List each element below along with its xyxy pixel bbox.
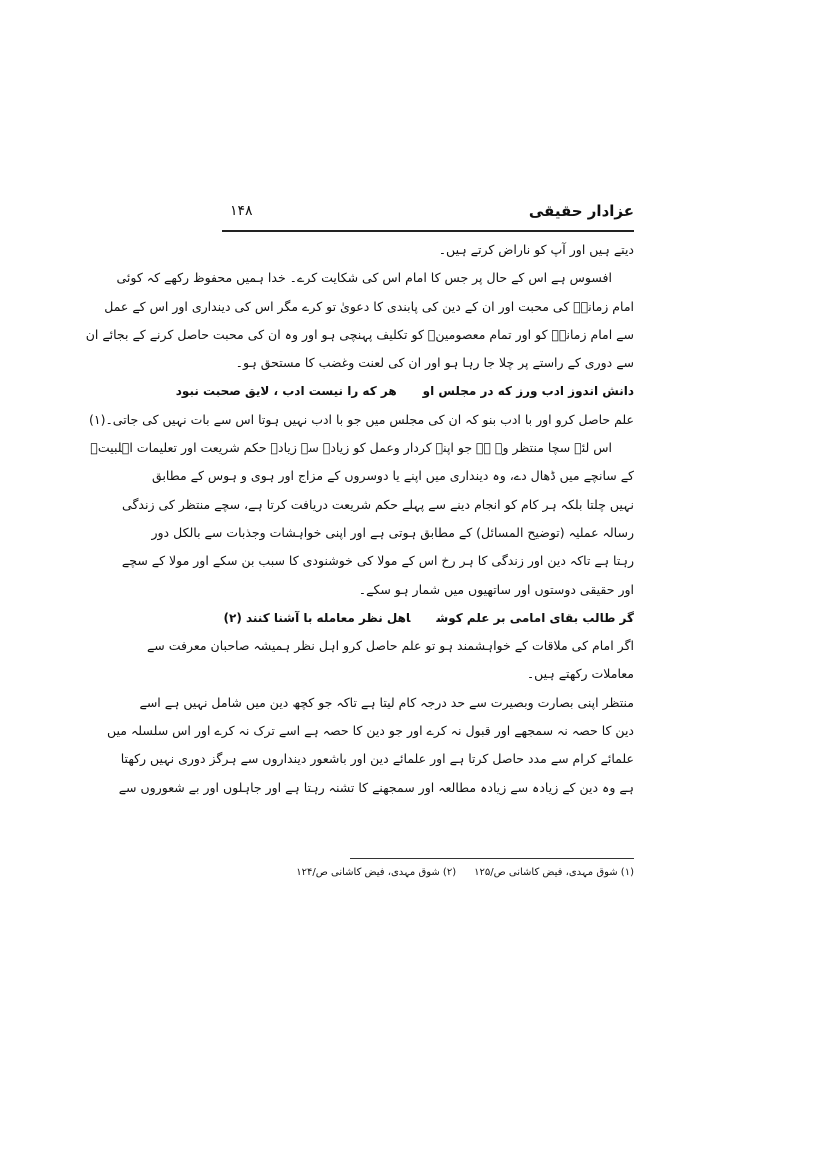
text-line: امام زمانہؑ کی محبت اور ان کے دین کی پابندی کا دعویٰ تو کرے مگر اس کی دینداری اور اس کے عمل	[104, 298, 634, 314]
text-line: منتظر اپنی بصارت وبصیرت سے حد درجہ کام لیتا ہے تاکہ جو کچھ دین میں شامل نہیں ہے اسے	[139, 694, 634, 710]
paragraph-line: اس لئے سچا منتظر وہ ہے جو اپنے کردار وعمل کو زیادہ سے زیادہ حکم شریعت اور تعلیمات اہلبیتؑ	[90, 440, 612, 456]
verse-hemistich: دانش اندوز ادب ورز که در مجلس او	[422, 384, 634, 399]
text-line: رسالہ عملیہ (توضیح المسائل) کے مطابق ہوتی ہے اور اپنی خواہشات وجذبات سے بالکل دور	[151, 524, 634, 540]
text-line: کے سانچے میں ڈھال دے، وہ دینداری میں اپنے یا دوسروں کے مزاج اور ہوی و ہوس کے مطابق	[152, 468, 634, 484]
text-line: علم حاصل کرو اور با ادب بنو کہ ان کی مجلس میں جو با ادب نہیں ہوتا اس سے بات نہیں کی جاتی۔(۱)	[88, 411, 634, 427]
text-line: دین کا حصہ نہ سمجھے اور قبول نہ کرے اور جو دین کا حصہ ہے اسے ترک نہ کرے اور اس سلسلہ میں	[107, 723, 634, 739]
text-line: دیتے ہیں اور آپ کو ناراض کرتے ہیں۔	[438, 242, 634, 257]
footnote-2: (۲) شوق مہدی، فیض کاشانی ص/۱۲۴	[296, 867, 457, 878]
text-line: اور حقیقی دوستوں اور ساتھیوں میں شمار ہو سکے۔	[358, 581, 634, 597]
body-text	[85, 236, 634, 802]
text-line: رہتا ہے تاکہ دین اور زندگی کا ہر رخ اس کے مولا کی خوشنودی کا سبب بن سکے اور مولا کے سچے	[121, 553, 634, 569]
text-line: علمائے کرام سے مدد حاصل کرتا ہے اور علمائے دین اور باشعور دینداروں سے ہرگز دوری نہیں رکھتا	[120, 751, 634, 767]
footnote-divider	[350, 858, 634, 859]
text-line: ہے وہ دین کے زیادہ سے زیادہ مطالعہ اور سمجھنے کا تشنہ رہتا ہے اور جاہلوں اور بے شعوروں سے	[118, 779, 634, 795]
text-line: اگر امام کی ملاقات کے خواہشمند ہو تو علم حاصل کرو اہل نظر ہمیشہ صاحبان معرفت سے	[146, 638, 634, 654]
header-divider	[222, 230, 634, 232]
text-line: سے امام زمانہؑ کو اور تمام معصومینؑ کو تکلیف پہنچی ہو اور وہ ان کی محبت حاصل کرنے کے بجائے ان	[85, 326, 634, 342]
verse-hemistich: اهل نظر معامله با آشنا کنند (۲)	[223, 610, 411, 625]
paragraph-line: افسوس ہے اس کے حال پر جس کا امام اس کی شکایت کرے۔ خدا ہمیں محفوظ رکھے کہ کوئی	[116, 270, 612, 286]
persian-verse-1	[175, 377, 634, 405]
running-title: عزادار حقیقی	[528, 202, 634, 220]
footnote-1: (۱) شوق مہدی، فیض کاشانی ص/۱۲۵	[474, 867, 634, 878]
page-number: ۱۴۸	[230, 203, 253, 219]
persian-verse-2	[222, 604, 634, 632]
page-header	[222, 200, 634, 226]
verse-hemistich: هر که را نیست ادب ، لایق صحبت نبود	[175, 384, 397, 399]
verse-hemistich: گر طالب بقای امامی بر علم کوش	[436, 610, 634, 625]
text-line: سے دوری کے راستے پر چلا جا رہا ہو اور ان کی لعنت وغضب کا مستحق ہو۔	[235, 355, 634, 371]
footnotes	[296, 864, 634, 882]
text-line: معاملات رکھتے ہیں۔	[526, 666, 634, 682]
text-line: نہیں چلتا بلکہ ہر کام کو انجام دینے سے پہلے حکم شریعت دریافت کرتا ہے، سچے منتظر کی زندگی	[122, 496, 634, 512]
